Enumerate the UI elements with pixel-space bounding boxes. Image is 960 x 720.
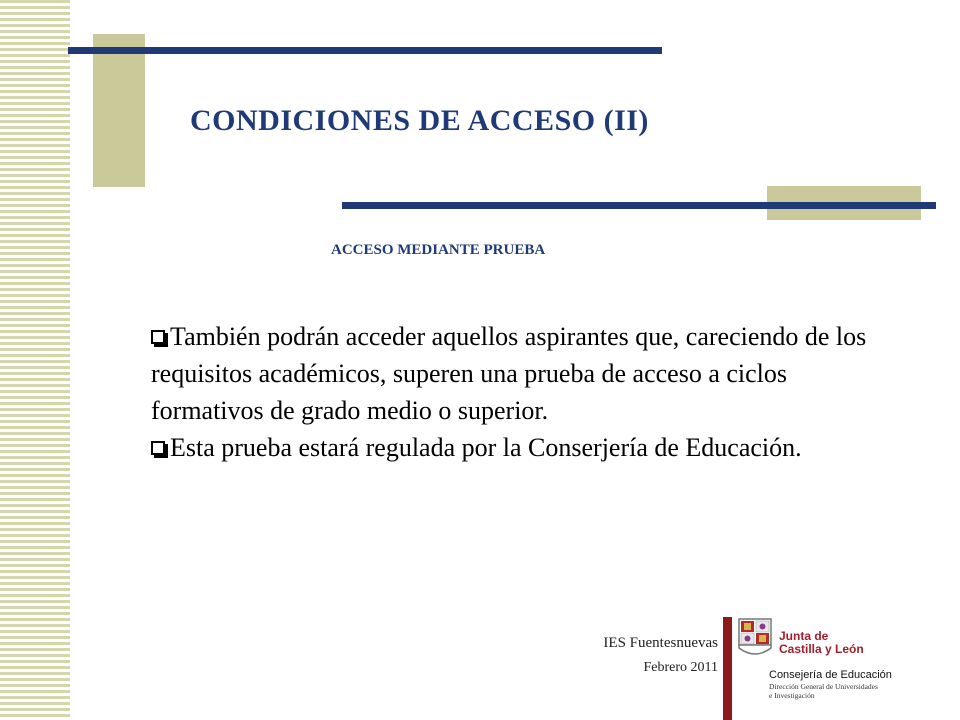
coat-of-arms-icon	[738, 618, 772, 658]
decorative-navy-line-middle	[342, 202, 936, 209]
footer-school-name: IES Fuentesnuevas	[603, 635, 718, 651]
department-subtitle	[769, 682, 878, 700]
slide-subtitle: ACCESO MEDIANTE PRUEBA	[331, 242, 546, 258]
decorative-navy-line-top	[68, 47, 662, 54]
decorative-olive-block-top	[93, 34, 145, 187]
logo-line-1: Junta de	[779, 629, 829, 643]
bullet-paragraph-2	[151, 429, 871, 466]
checkbox-bullet-icon	[151, 330, 165, 344]
checkbox-bullet-icon	[151, 441, 165, 455]
paragraph-2-text: Esta prueba estará regulada por la Conserjería de Educación.	[170, 433, 802, 462]
paragraph-1-text: También podrán acceder aquellos aspirantes que, careciendo de los requisitos académicos, superen una prueba de acceso a ciclos formativos de grado medio o superior.	[151, 322, 867, 425]
department-subtitle-line-2: e Investigación	[769, 691, 815, 700]
department-name: Consejería de Educación	[769, 669, 892, 681]
slide-title: CONDICIONES DE ACCESO (II)	[190, 104, 649, 137]
decorative-stripes	[0, 0, 70, 720]
slide-body	[151, 318, 871, 466]
logo-line-2: Castilla y León	[779, 642, 864, 656]
logo-wordmark	[779, 630, 864, 656]
footer-divider-bar	[723, 617, 732, 720]
bullet-paragraph-1	[151, 318, 871, 429]
footer-date: Febrero 2011	[643, 660, 718, 675]
department-subtitle-line-1: Dirección General de Universidades	[769, 682, 878, 691]
